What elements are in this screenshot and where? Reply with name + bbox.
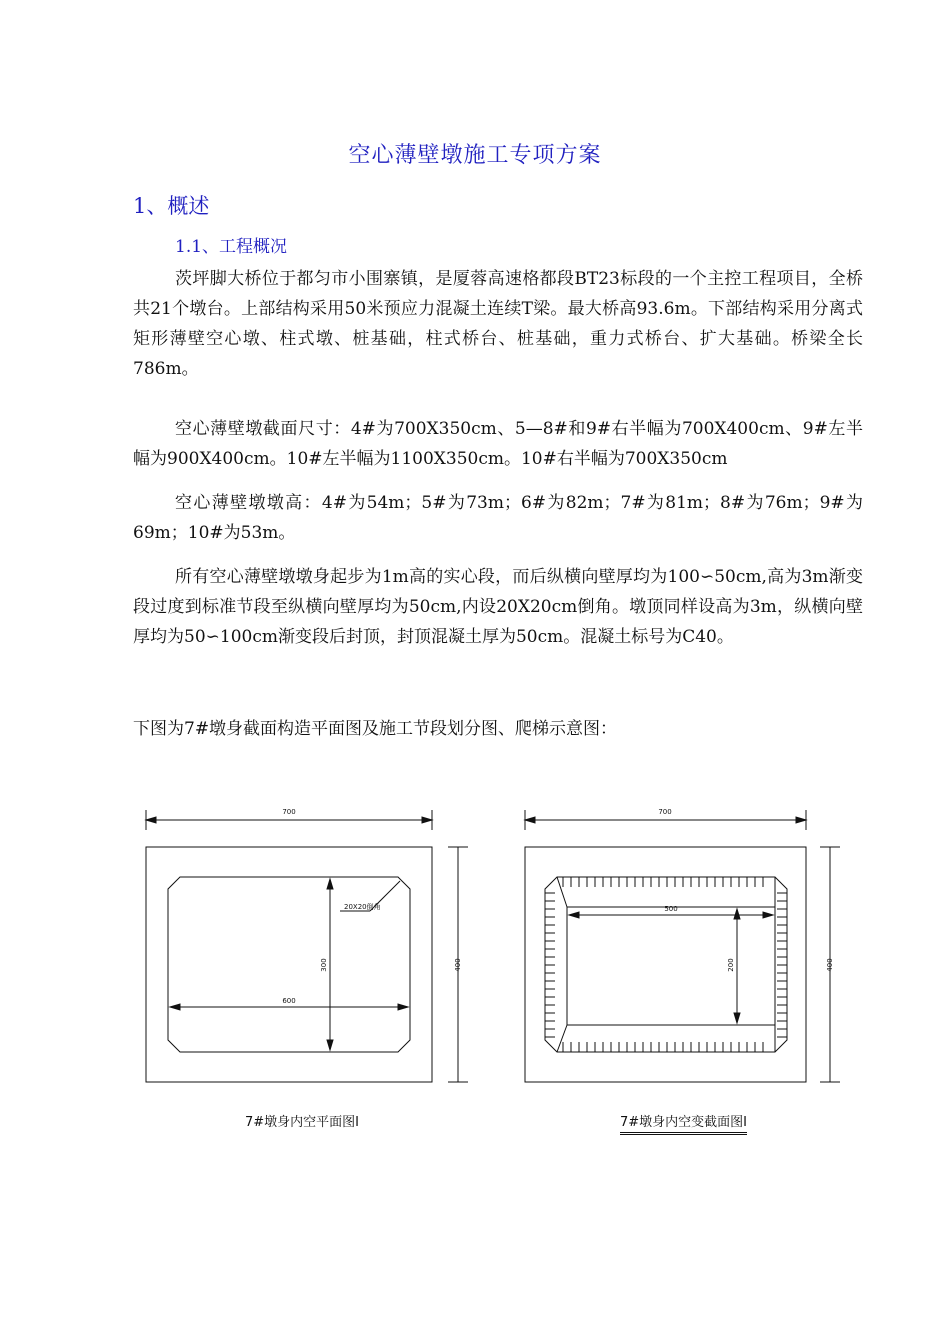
figure-drawings [130,795,850,1175]
left-figure-caption: 7#墩身内空平面图I [245,1115,359,1130]
right-dim-inner-width: 500 [664,905,678,913]
right-figure-caption: 7#墩身内空变截面图I [620,1111,747,1135]
right-dim-inner-height: 200 [727,958,735,972]
left-dim-top: 700 [282,808,296,816]
section-heading-1-1: 1.1、工程概况 [175,237,288,257]
section-heading-1: 1、概述 [133,194,210,218]
ladder-ticks [545,877,787,1052]
paragraph-figure-intro: 下图为7#墩身截面构造平面图及施工节段划分图、爬梯示意图： [133,719,618,739]
paragraph-section-size: 空心薄壁墩截面尺寸：4#为700X350cm、5—8#和9#右半幅为700X400cm、9#左半幅为900X400cm。10#左半幅为1100X350cm。10#右半幅为700X350cm [133,419,863,469]
page-title: 空心薄壁墩施工专项方案 [348,143,602,168]
right-drawing [525,810,840,1082]
right-dim-top: 700 [658,808,672,816]
left-dim-inner-width: 600 [282,997,296,1005]
left-dim-inner-height: 300 [320,958,328,972]
left-drawing [146,810,468,1082]
paragraph-pier-height: 空心薄壁墩墩高：4#为54m；5#为73m；6#为82m；7#为81m；8#为76m；9#为69m；10#为53m。 [133,493,863,543]
right-dim-right: 400 [826,958,834,972]
paragraph-wall-thickness: 所有空心薄壁墩墩身起步为1m高的实心段，而后纵横向壁厚均为100∽50cm,高为3m渐变段过度到标准节段至纵横向壁厚均为50cm,内设20X20cm倒角。墩顶同样设高为3m，纵横向壁厚均为50∽100cm渐变段后封顶，封顶混凝土厚为50cm。混凝土标号为C40。 [133,567,863,647]
left-dim-right: 400 [454,958,462,972]
left-chamfer-label: 20X20倒角 [344,903,381,911]
paragraph-overview: 茨坪脚大桥位于都匀市小围寨镇，是厦蓉高速格都段BT23标段的一个主控工程项目，全桥共21个墩台。上部结构采用50米预应力混凝土连续T梁。最大桥高93.6m。下部结构采用分离式矩形薄壁空心墩、柱式墩、桩基础，柱式桥台、桩基础，重力式桥台、扩大基础。桥梁全长786m。 [133,269,863,379]
